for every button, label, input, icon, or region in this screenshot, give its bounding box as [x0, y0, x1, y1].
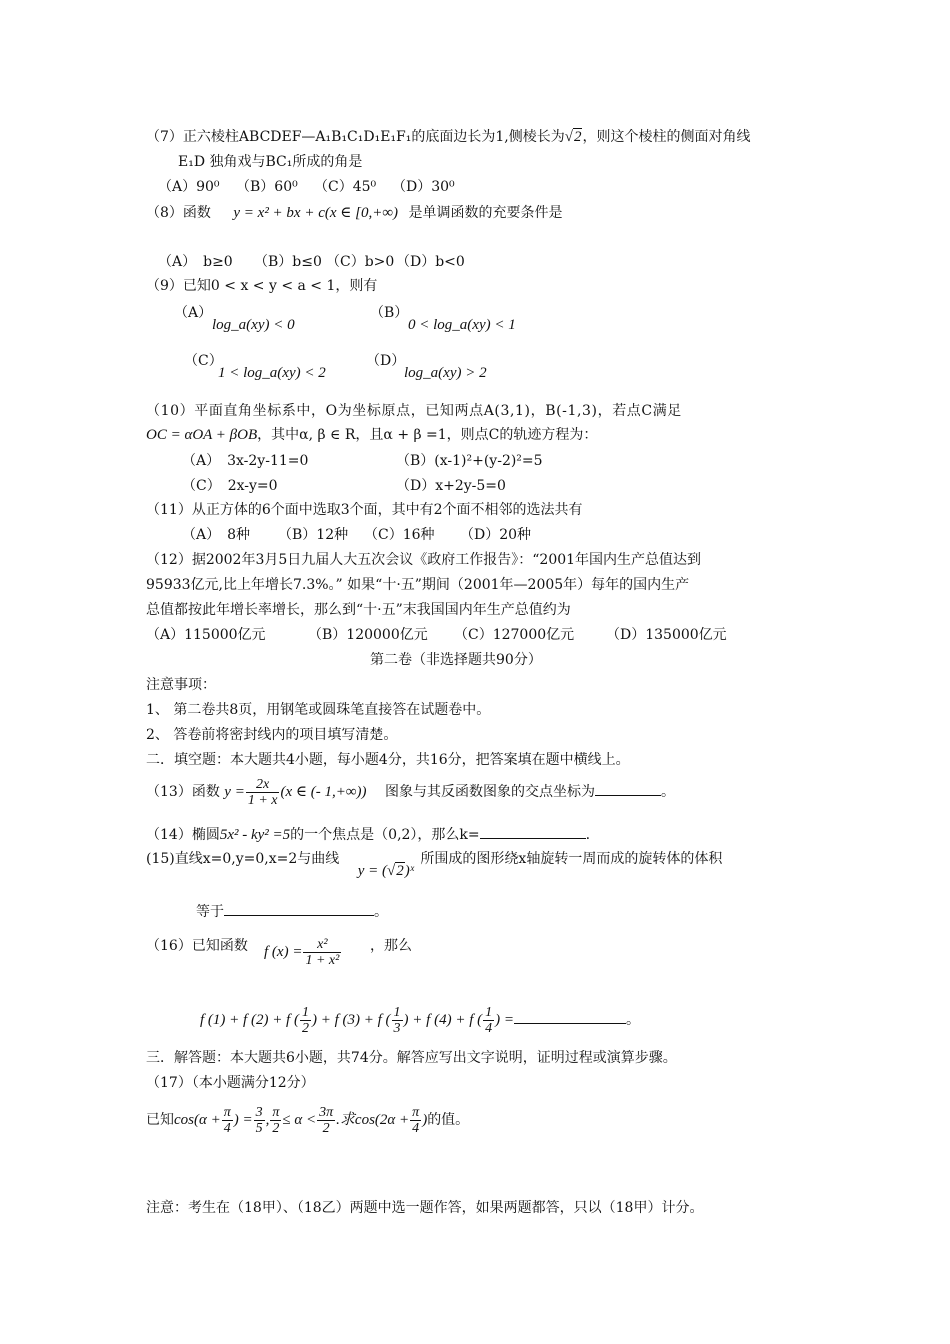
q9-option-d-expr: log_a(xy) > 2: [404, 365, 487, 381]
frac-3-5: $\frac{3}{5}$: [255, 1104, 263, 1136]
q15-answer-blank[interactable]: [224, 901, 374, 916]
q12-line3: 总值都按此年增长率增长，那么到“十·五”末我国国内年生产总值约为: [146, 602, 571, 618]
q9-option-d-label: （D）: [366, 353, 406, 369]
q9-option-b-expr: 0 < log_a(xy) < 1: [408, 317, 516, 333]
frac-one-half: $\frac{1}{2}$: [301, 1004, 309, 1036]
q15-line2: 等于 。: [196, 901, 388, 921]
q14-answer-blank[interactable]: [480, 824, 586, 839]
q10-line1: （10）平面直角坐标系中，O为坐标原点，已知两点A(3,1)，B(-1,3)，若点C满足: [146, 403, 682, 419]
q17-line: 已知cos(α + $\frac{\pi}{4}$ ) = $\frac{3}{5}$ , $\frac{\pi}{2}$ ≤ α < $\frac{3\pi}{2}$ .求cos(2α + $\frac{\pi}{4}$ )的值。: [146, 1104, 470, 1136]
section2-title: 第二卷（非选择题共90分）: [370, 652, 542, 668]
q10-options-row2: （C） 2x-y=0 （D）x+2y-5=0: [182, 478, 506, 494]
q16-definition: f (x) = $\frac{\text{x²}}{\text{1 + x²}}$: [264, 936, 340, 968]
exam-note: 注意：考生在（18甲）、（18乙）两题中选一题作答，如果两题都答，只以（18甲）计分。: [146, 1200, 704, 1216]
notice-1: 1、 第二卷共8页，用钢笔或圆珠笔直接答在试题卷中。: [146, 702, 491, 718]
q15-formula: y = (√2)ˣ: [357, 863, 414, 879]
q16-answer-blank[interactable]: [514, 1009, 626, 1024]
q10-options-row1: （A） 3x-2y-11=0 （B）(x-1)²+(y-2)²=5: [182, 453, 543, 469]
frac-pi-4: $\frac{\pi}{4}$: [223, 1104, 231, 1136]
q13-answer-blank[interactable]: [595, 781, 661, 796]
q7-line1: （7）正六棱柱ABCDEF—A₁B₁C₁D₁E₁F₁的底面边长为1,侧棱长为√2，则这个棱柱的侧面对角线: [146, 129, 751, 145]
fill-heading: 二．填空题：本大题共4小题，每小题4分，共16分，把答案填在题中横线上。: [146, 752, 630, 768]
q12-options: （A）115000亿元 （B）120000亿元 （C）127000亿元 （D）135000亿元: [146, 627, 727, 643]
q7-line2: E₁D 独角戏与BC₁所成的角是: [178, 154, 363, 170]
q8-line: （8）函数 y = x² + bx + c(x ∈ [0,+∞) 是单调函数的充要条件是: [146, 205, 563, 221]
frac-pi-2: $\frac{\pi}{2}$: [272, 1104, 280, 1136]
q9-option-b-label: （B）: [370, 305, 409, 321]
q9-option-c-expr: 1 < log_a(xy) < 2: [218, 365, 326, 381]
q13-line: （13）函数 y = $\frac{2x}{1 + x}$ (x ∈ (- 1,+∞)) 图象与其反函数图象的交点坐标为 。: [146, 776, 675, 808]
notice-title: 注意事项：: [146, 677, 216, 693]
q9-option-a-expr: log_a(xy) < 0: [212, 317, 295, 333]
q17-title: （17）（本小题满分12分）: [146, 1075, 315, 1091]
q9-option-c-label: （C）: [184, 353, 223, 369]
section3-heading: 三．解答题：本大题共6小题，共74分。解答应写出文字说明，证明过程或演算步骤。: [146, 1050, 677, 1066]
q15-line1: (15)直线x=0,y=0,x=2与曲线 y = (√2)ˣ 所围成的图形绕x轴旋转一周而成的旋转体的体积: [146, 851, 723, 879]
frac-3pi-2: $\frac{3\pi}{2}$: [319, 1104, 334, 1136]
q10-line2: OC = αOA + βOB，其中α, β ∈ R，且α + β =1，则点C的轨迹方程为：: [146, 427, 598, 443]
q11-options: （A） 8种 （B）12种 （C）16种 （D）20种: [182, 527, 532, 543]
frac-one-third: $\frac{1}{3}$: [393, 1004, 401, 1036]
q8-options: （A） b≥0 （B）b≤0 （C）b>0 （D）b<0: [158, 254, 465, 270]
q13-fraction: $\frac{2x}{1 + x}$: [247, 776, 278, 808]
frac-one-fourth: $\frac{1}{4}$: [485, 1004, 493, 1036]
q9-stem: （9）已知0 < x < y < a < 1，则有: [146, 278, 378, 294]
q7-options: （A）90⁰ （B）60⁰ （C）45⁰ （D）30⁰: [158, 179, 455, 195]
q16-prefix: （16）已知函数: [146, 938, 248, 954]
q16-fraction: $\frac{\text{x²}}{\text{1 + x²}}$: [305, 936, 340, 968]
q16-suffix: ，那么: [370, 938, 412, 954]
q9-option-a-label: （A）: [174, 305, 213, 321]
q12-line1: （12）据2002年3月5日九届人大五次会议《政府工作报告》：“2001年国内生产总值达到: [146, 552, 702, 568]
q14-line: （14）椭圆5x² - ky² =5的一个焦点是（0,2），那么k= .: [146, 824, 590, 844]
q16-sum: f (1) + f (2) + f ( $\frac{1}{2}$ ) + f (3) + f ( $\frac{1}{3}$ ) + f (4) + f ( $\frac{1}{4}$ ) = 。: [200, 1004, 640, 1036]
q11-stem: （11）从正方体的6个面中选取3个面，其中有2个面不相邻的选法共有: [146, 502, 583, 518]
notice-2: 2、 答卷前将密封线内的项目填写清楚。: [146, 727, 398, 743]
frac-pi-4-b: $\frac{\pi}{4}$: [412, 1104, 420, 1136]
q12-line2: 95933亿元,比上年增长7.3%。” 如果“十·五”期间（2001年—2005年）每年的国内生产: [146, 577, 690, 593]
sqrt-2: √2: [564, 129, 582, 145]
